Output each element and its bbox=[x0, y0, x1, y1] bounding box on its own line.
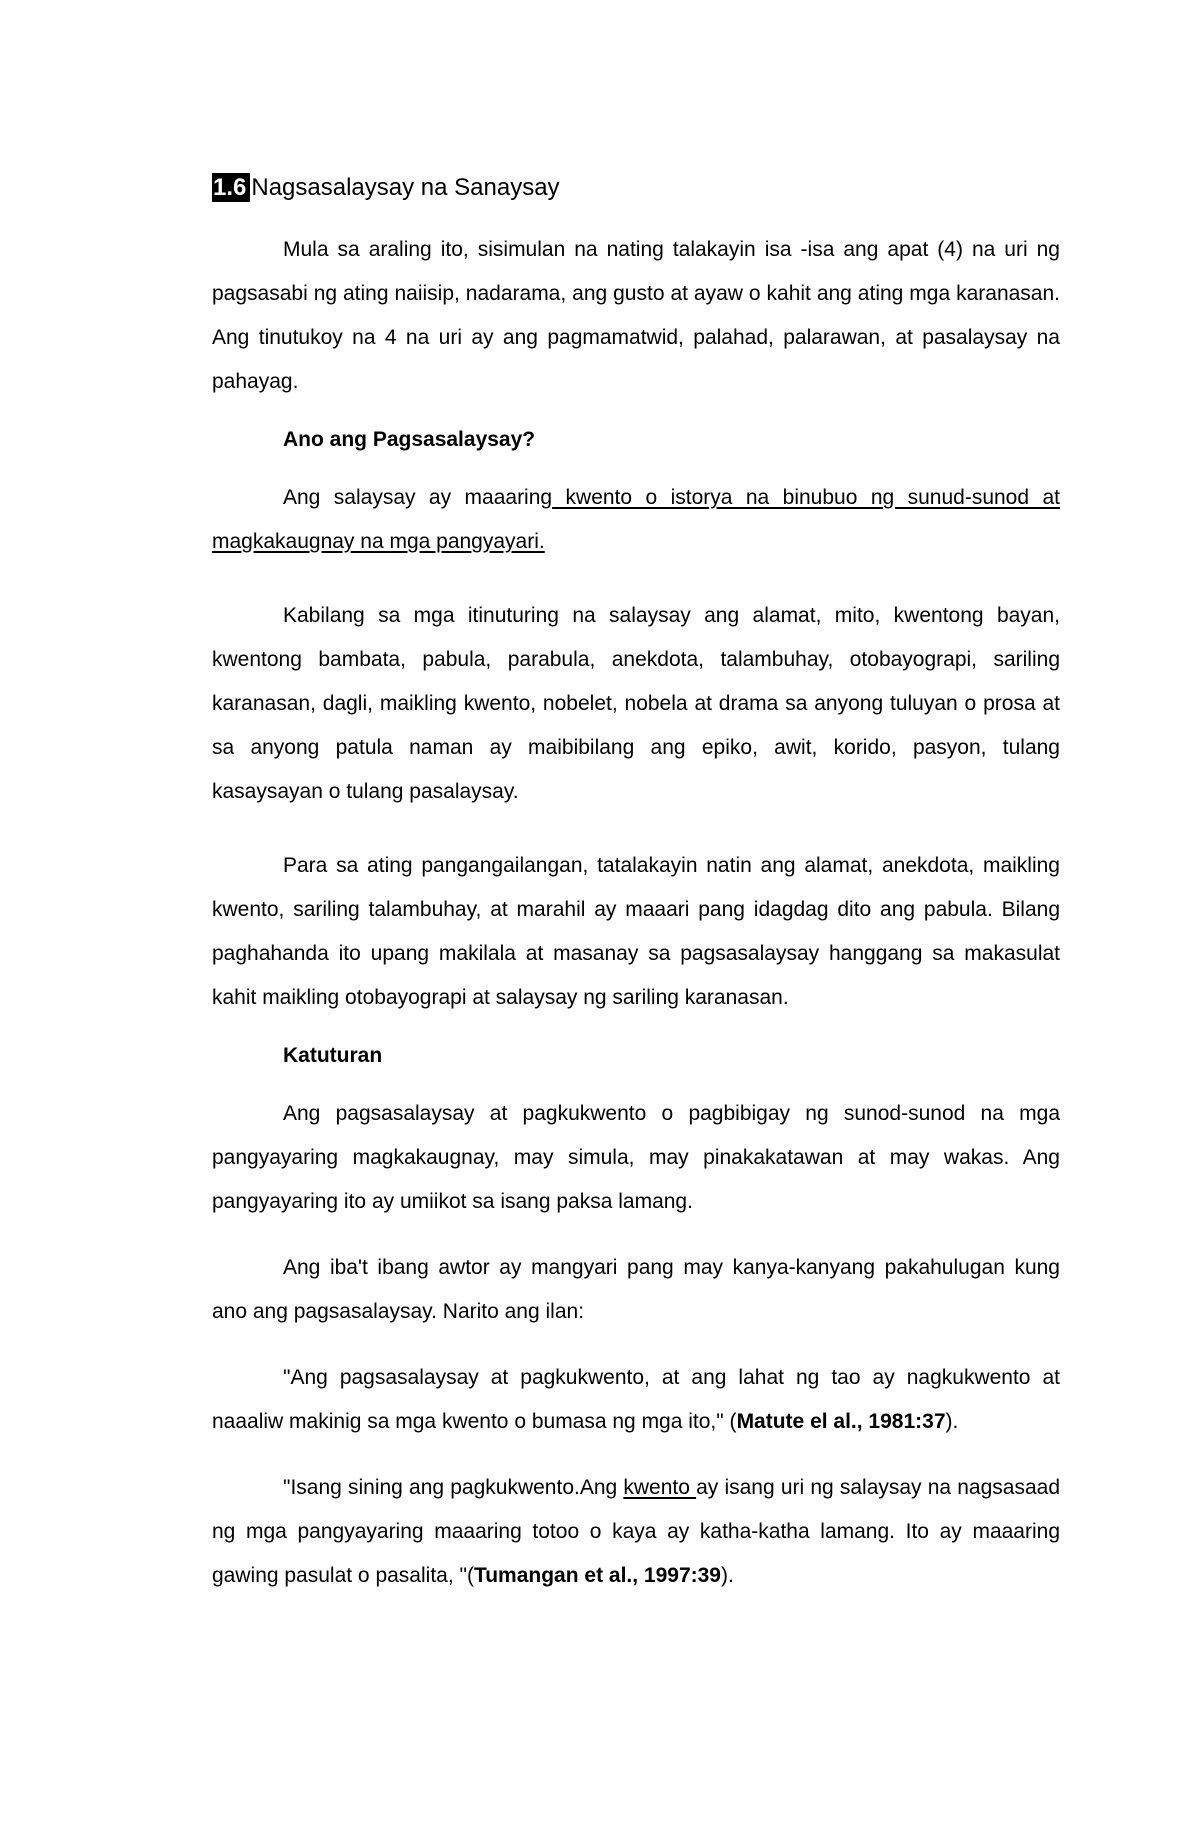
quote-matute-citation: Matute el al., 1981:37 bbox=[736, 1410, 946, 1433]
quote-matute-text: "Ang pagsasalaysay at pagkukwento, at ang lahat ng tao ay nagkukwento at naaaliw makinig sa mga kwento o bumasa ng mga ito," ( bbox=[212, 1366, 1060, 1433]
needs-paragraph: Para sa ating pangangailangan, tatalakayin natin ang alamat, anekdota, maikling kwento, sariling talambuhay, at marahil ay maaari pang idagdag dito ang pabula. Bilang paghahanda ito upang makilala at masanay sa pagsasalaysay hanggang sa makasulat kahit maikling otobayograpi at salaysay ng sariling karanasan. bbox=[212, 854, 1060, 1009]
katuturan-paragraph: Ang pagsasalaysay at pagkukwento o pagbibigay ng sunod-sunod na mga pangyayaring magkakaugnay, may simula, may pinakakatawan at may wakas. Ang pangyayaring ito ay umiikot sa isang paksa lamang. bbox=[212, 1102, 1060, 1213]
subheading-katuturan: Katuturan bbox=[283, 1044, 383, 1067]
section-number: 1.6 bbox=[212, 173, 250, 202]
quote-tumangan-citation: Tumangan et al., 1997:39 bbox=[473, 1564, 721, 1587]
quote-tumangan-middle: ay isang uri ng salaysay na nagsasaad ng mga pangyayaring maaaring totoo o kaya ay katha-katha lamang. Ito ay maaaring gawing pasulat o pasalita, "( bbox=[212, 1476, 1061, 1587]
section-title: Nagsasalaysay na Sanaysay bbox=[251, 174, 560, 201]
document-body bbox=[212, 168, 1060, 1598]
definition-underlined-text: kwento o istorya na binubuo ng sunud-sunod at magkakaugnay na mga pangyayari. bbox=[212, 486, 1060, 553]
quote-tumangan bbox=[212, 1466, 1060, 1598]
quote-matute bbox=[212, 1356, 1060, 1444]
quote-tumangan-underlined: kwento bbox=[623, 1476, 697, 1499]
section-heading bbox=[212, 168, 1060, 208]
quote-matute-end: ). bbox=[945, 1410, 959, 1433]
quote-tumangan-start: "Isang sining ang pagkukwento.Ang bbox=[283, 1476, 624, 1499]
subheading-ano-ang-pagsasalaysay: Ano ang Pagsasalaysay? bbox=[283, 428, 536, 451]
definition-text: Ang salaysay ay maaaring bbox=[283, 486, 553, 509]
authors-paragraph: Ang iba't ibang awtor ay mangyari pang may kanya-kanyang pakahulugan kung ano ang pagsasalaysay. Narito ang ilan: bbox=[212, 1256, 1060, 1323]
quote-tumangan-end: ). bbox=[721, 1564, 734, 1587]
kinds-paragraph: Kabilang sa mga itinuturing na salaysay ang alamat, mito, kwentong bayan, kwentong bambata, pabula, parabula, anekdota, talambuhay, otobayograpi, sariling karanasan, dagli, maikling kwento, nobelet, nobela at drama sa anyong tuluyan o prosa at sa anyong patula naman ay maibibilang ang epiko, awit, korido, pasyon, tulang kasaysayan o tulang pasalaysay. bbox=[212, 604, 1060, 803]
definition-paragraph bbox=[212, 476, 1060, 564]
intro-paragraph: Mula sa araling ito, sisimulan na nating talakayin isa -isa ang apat (4) na uri ng pagsasabi ng ating naiisip, nadarama, ang gusto at ayaw o kahit ang ating mga karanasan. Ang tinutukoy na 4 na uri ay ang pagmamatwid, palahad, palarawan, at pasalaysay na pahayag. bbox=[212, 238, 1060, 393]
